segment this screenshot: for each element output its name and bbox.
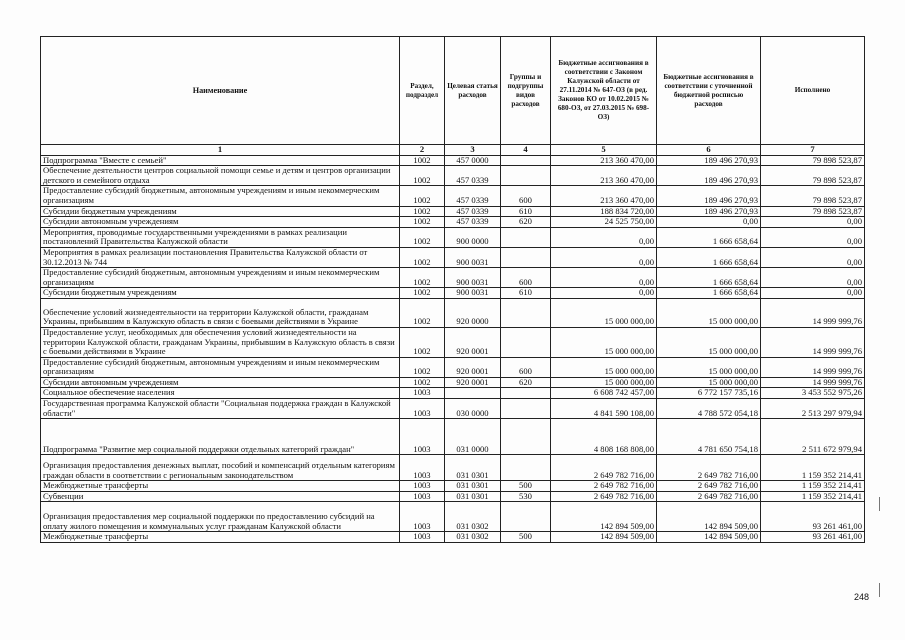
row-name: Обеспечение условий жизнедеятельности на территории Калужской области, гражданам Украины, прибывшим в Калужскую область в связи с боевыми действиями в Украине <box>41 298 400 327</box>
row-group <box>501 502 551 532</box>
row-group <box>501 155 551 166</box>
header-budget-refined: Бюджетные ассигнования в соответствии с уточненной бюджетной росписью расходов <box>657 37 761 145</box>
column-number: 2 <box>400 145 445 156</box>
row-budget-refined: 15 000 000,00 <box>657 327 761 357</box>
row-executed: 14 999 999,76 <box>761 377 865 388</box>
row-budget-law: 213 360 470,00 <box>551 166 657 186</box>
row-target: 457 0339 <box>445 186 501 206</box>
table-row <box>41 288 865 299</box>
row-section: 1002 <box>400 327 445 357</box>
row-section: 1003 <box>400 491 445 502</box>
row-budget-refined: 1 666 658,64 <box>657 268 761 288</box>
row-name: Предоставление субсидий бюджетным, автономным учреждениям и иным некоммерческим организациям <box>41 357 400 377</box>
scan-mark <box>879 583 880 597</box>
row-target: 900 0031 <box>445 247 501 267</box>
table-row <box>41 217 865 228</box>
row-name: Мероприятия в рамках реализации постановления Правительства Калужской области от 30.12.2013 № 744 <box>41 247 400 267</box>
row-budget-law: 4 808 168 808,00 <box>551 419 657 455</box>
row-budget-refined: 15 000 000,00 <box>657 377 761 388</box>
table-row <box>41 186 865 206</box>
row-name: Организация предоставления денежных выплат, пособий и компенсаций отдельным категориям граждан области в соответствии с региональным законодательством <box>41 455 400 481</box>
row-name: Предоставление услуг, необходимых для обеспечения условий жизнедеятельности на территории Калужской области, гражданам Украины, прибывшим в Калужскую область в связи с боевыми действиями в Украине <box>41 327 400 357</box>
row-executed: 93 261 461,00 <box>761 502 865 532</box>
row-budget-law: 0,00 <box>551 247 657 267</box>
table-row <box>41 206 865 217</box>
budget-execution-table <box>40 36 865 543</box>
row-budget-refined: 15 000 000,00 <box>657 298 761 327</box>
row-executed: 79 898 523,87 <box>761 166 865 186</box>
row-group <box>501 166 551 186</box>
row-section: 1003 <box>400 388 445 399</box>
row-target: 457 0339 <box>445 166 501 186</box>
row-section: 1003 <box>400 419 445 455</box>
row-executed: 0,00 <box>761 268 865 288</box>
row-name: Обеспечение деятельности центров социальной помощи семье и детям и центров организации детского и семейного отдыха <box>41 166 400 186</box>
row-target: 031 0301 <box>445 491 501 502</box>
table-row <box>41 298 865 327</box>
row-executed: 0,00 <box>761 247 865 267</box>
row-budget-refined: 1 666 658,64 <box>657 247 761 267</box>
row-budget-refined: 2 649 782 716,00 <box>657 481 761 492</box>
column-number: 6 <box>657 145 761 156</box>
row-budget-refined: 2 649 782 716,00 <box>657 491 761 502</box>
row-executed: 14 999 999,76 <box>761 327 865 357</box>
header-row <box>41 37 865 145</box>
row-section: 1002 <box>400 166 445 186</box>
row-section: 1002 <box>400 247 445 267</box>
row-executed: 1 159 352 214,41 <box>761 491 865 502</box>
row-budget-law: 0,00 <box>551 288 657 299</box>
row-group <box>501 227 551 247</box>
row-executed: 79 898 523,87 <box>761 186 865 206</box>
row-group <box>501 298 551 327</box>
row-section: 1003 <box>400 455 445 481</box>
row-budget-refined: 4 781 650 754,18 <box>657 419 761 455</box>
row-budget-law: 24 525 750,00 <box>551 217 657 228</box>
row-target: 900 0000 <box>445 227 501 247</box>
row-group: 620 <box>501 377 551 388</box>
row-name: Субвенции <box>41 491 400 502</box>
row-name: Подпрограмма "Развитие мер социальной поддержки отдельных категорий граждан" <box>41 419 400 455</box>
row-budget-law: 6 608 742 457,00 <box>551 388 657 399</box>
row-group: 620 <box>501 217 551 228</box>
row-budget-refined: 142 894 509,00 <box>657 532 761 543</box>
row-budget-refined: 189 496 270,93 <box>657 206 761 217</box>
row-name: Социальное обеспечение населения <box>41 388 400 399</box>
row-executed: 2 511 672 979,94 <box>761 419 865 455</box>
row-executed: 79 898 523,87 <box>761 155 865 166</box>
column-number: 4 <box>501 145 551 156</box>
row-target: 920 0000 <box>445 298 501 327</box>
header-name: Наименование <box>41 37 400 145</box>
row-section: 1002 <box>400 155 445 166</box>
row-section: 1002 <box>400 298 445 327</box>
row-section: 1002 <box>400 186 445 206</box>
row-name: Субсидии автономным учреждениям <box>41 217 400 228</box>
row-name: Межбюджетные трансферты <box>41 481 400 492</box>
column-number: 1 <box>41 145 400 156</box>
row-name: Субсидии бюджетным учреждениям <box>41 206 400 217</box>
row-budget-refined: 189 496 270,93 <box>657 186 761 206</box>
row-name: Предоставление субсидий бюджетным, автономным учреждениям и иным некоммерческим организациям <box>41 268 400 288</box>
row-budget-refined: 6 772 157 735,16 <box>657 388 761 399</box>
row-executed: 93 261 461,00 <box>761 532 865 543</box>
row-executed: 14 999 999,76 <box>761 357 865 377</box>
row-group <box>501 399 551 419</box>
row-executed: 0,00 <box>761 288 865 299</box>
row-group: 610 <box>501 288 551 299</box>
row-target: 031 0302 <box>445 502 501 532</box>
table-row <box>41 491 865 502</box>
row-executed: 0,00 <box>761 217 865 228</box>
row-budget-refined: 142 894 509,00 <box>657 502 761 532</box>
row-executed: 14 999 999,76 <box>761 298 865 327</box>
row-group <box>501 327 551 357</box>
table-row <box>41 357 865 377</box>
row-budget-law: 2 649 782 716,00 <box>551 455 657 481</box>
table-row <box>41 532 865 543</box>
table-row <box>41 455 865 481</box>
row-name: Мероприятия, проводимые государственными учреждениями в рамках реализации постановлений Правительства Калужской области <box>41 227 400 247</box>
column-number: 3 <box>445 145 501 156</box>
row-executed: 79 898 523,87 <box>761 206 865 217</box>
row-section: 1002 <box>400 268 445 288</box>
row-section: 1003 <box>400 481 445 492</box>
table-row <box>41 155 865 166</box>
row-target: 031 0302 <box>445 532 501 543</box>
row-group: 500 <box>501 481 551 492</box>
row-group: 610 <box>501 206 551 217</box>
row-group: 600 <box>501 186 551 206</box>
row-target: 031 0000 <box>445 419 501 455</box>
row-section: 1002 <box>400 206 445 217</box>
table-row <box>41 481 865 492</box>
row-budget-law: 213 360 470,00 <box>551 186 657 206</box>
row-target: 920 0001 <box>445 357 501 377</box>
table-row <box>41 399 865 419</box>
row-section: 1003 <box>400 399 445 419</box>
row-group: 600 <box>501 357 551 377</box>
row-target <box>445 388 501 399</box>
row-section: 1002 <box>400 227 445 247</box>
row-budget-law: 15 000 000,00 <box>551 327 657 357</box>
table-row <box>41 327 865 357</box>
table-row <box>41 268 865 288</box>
row-name: Межбюджетные трансферты <box>41 532 400 543</box>
table-row <box>41 502 865 532</box>
budget-table-sheet <box>40 36 864 543</box>
row-budget-law: 15 000 000,00 <box>551 357 657 377</box>
table-row <box>41 247 865 267</box>
row-budget-refined: 2 649 782 716,00 <box>657 455 761 481</box>
column-number-row <box>41 145 865 156</box>
header-budget-law: Бюджетные ассигнования в соответствии с Законом Калужской области от 27.11.2014 № 647-ОЗ (в ред. Законов КО от 10.02.2015 № 680-ОЗ, от 27.03.2015 № 698-ОЗ) <box>551 37 657 145</box>
row-budget-law: 213 360 470,00 <box>551 155 657 166</box>
row-name: Субсидии бюджетным учреждениям <box>41 288 400 299</box>
table-body <box>41 155 865 542</box>
row-name: Организация предоставления мер социальной поддержки по предоставлению субсидий на оплату жилого помещения и коммунальных услуг гражданам Калужской области <box>41 502 400 532</box>
row-executed: 1 159 352 214,41 <box>761 455 865 481</box>
row-group <box>501 455 551 481</box>
row-budget-law: 142 894 509,00 <box>551 532 657 543</box>
row-target: 920 0001 <box>445 377 501 388</box>
row-budget-law: 15 000 000,00 <box>551 298 657 327</box>
row-budget-refined: 1 666 658,64 <box>657 288 761 299</box>
row-name: Субсидии автономным учреждениям <box>41 377 400 388</box>
row-group <box>501 419 551 455</box>
header-target: Целевая статья расходов <box>445 37 501 145</box>
row-section: 1002 <box>400 377 445 388</box>
row-section: 1002 <box>400 217 445 228</box>
row-executed: 1 159 352 214,41 <box>761 481 865 492</box>
row-executed: 0,00 <box>761 227 865 247</box>
row-group: 530 <box>501 491 551 502</box>
row-budget-law: 142 894 509,00 <box>551 502 657 532</box>
header-section: Раздел, подраздел <box>400 37 445 145</box>
row-target: 457 0000 <box>445 155 501 166</box>
row-target: 457 0339 <box>445 217 501 228</box>
row-budget-refined: 15 000 000,00 <box>657 357 761 377</box>
row-budget-refined: 0,00 <box>657 217 761 228</box>
row-section: 1002 <box>400 357 445 377</box>
table-row <box>41 377 865 388</box>
row-target: 030 0000 <box>445 399 501 419</box>
row-target: 031 0301 <box>445 455 501 481</box>
row-target: 031 0301 <box>445 481 501 492</box>
table-row <box>41 227 865 247</box>
row-name: Предоставление субсидий бюджетным, автономным учреждениям и иным некоммерческим организациям <box>41 186 400 206</box>
row-group: 600 <box>501 268 551 288</box>
row-section: 1002 <box>400 288 445 299</box>
row-budget-law: 188 834 720,00 <box>551 206 657 217</box>
scan-mark <box>879 497 880 511</box>
header-group: Группы и подгруппы видов расходов <box>501 37 551 145</box>
row-group <box>501 388 551 399</box>
row-budget-law: 0,00 <box>551 227 657 247</box>
row-target: 900 0031 <box>445 268 501 288</box>
row-budget-refined: 1 666 658,64 <box>657 227 761 247</box>
page-number: 248 <box>854 592 870 602</box>
row-group: 500 <box>501 532 551 543</box>
row-target: 920 0001 <box>445 327 501 357</box>
row-group <box>501 247 551 267</box>
row-target: 900 0031 <box>445 288 501 299</box>
row-section: 1003 <box>400 502 445 532</box>
row-executed: 3 453 552 975,26 <box>761 388 865 399</box>
table-row <box>41 388 865 399</box>
row-target: 457 0339 <box>445 206 501 217</box>
row-name: Подпрограмма "Вместе с семьей" <box>41 155 400 166</box>
table-row <box>41 419 865 455</box>
row-budget-refined: 4 788 572 054,18 <box>657 399 761 419</box>
column-number: 5 <box>551 145 657 156</box>
row-budget-law: 2 649 782 716,00 <box>551 491 657 502</box>
header-executed: Исполнено <box>761 37 865 145</box>
row-executed: 2 513 297 979,94 <box>761 399 865 419</box>
row-section: 1003 <box>400 532 445 543</box>
row-budget-refined: 189 496 270,93 <box>657 155 761 166</box>
row-budget-law: 0,00 <box>551 268 657 288</box>
row-budget-law: 2 649 782 716,00 <box>551 481 657 492</box>
column-number: 7 <box>761 145 865 156</box>
row-name: Государственная программа Калужской области "Социальная поддержка граждан в Калужской области" <box>41 399 400 419</box>
row-budget-law: 4 841 590 108,00 <box>551 399 657 419</box>
row-budget-refined: 189 496 270,93 <box>657 166 761 186</box>
table-row <box>41 166 865 186</box>
row-budget-law: 15 000 000,00 <box>551 377 657 388</box>
